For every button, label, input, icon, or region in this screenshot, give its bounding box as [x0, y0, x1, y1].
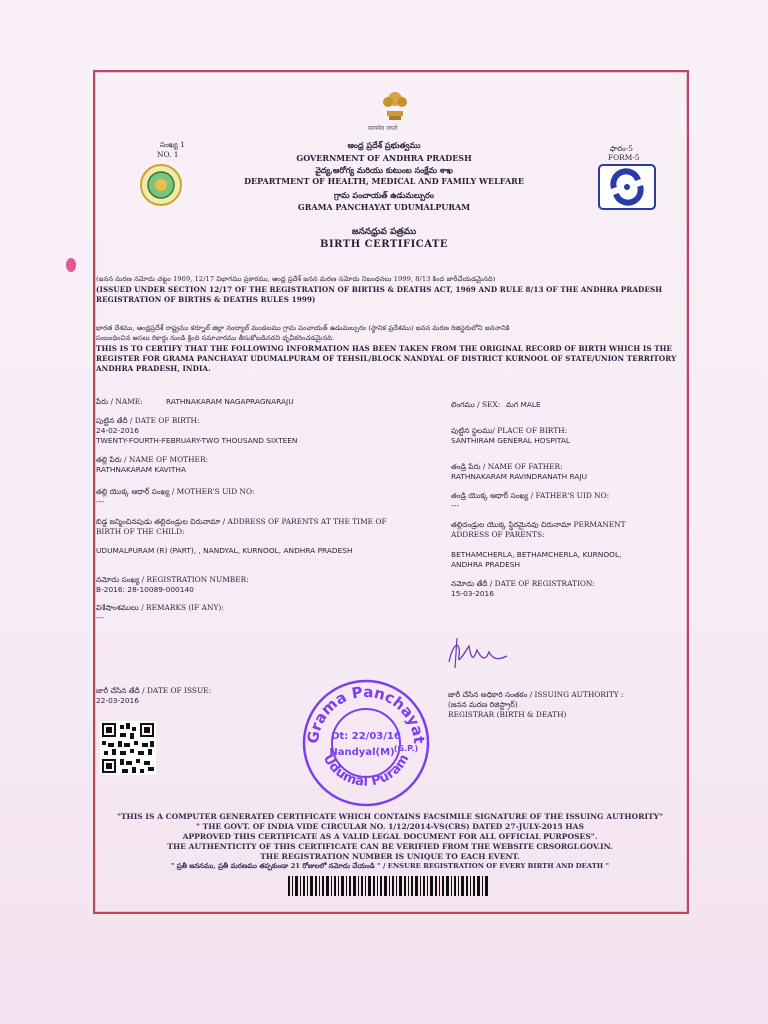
- certify-en-1: THIS IS TO CERTIFY THAT THE FOLLOWING INFORMATION HAS BEEN TAKEN FROM THE ORIGINAL RECORD OF BIRTH WHICH IS THE: [96, 344, 673, 353]
- remarks-value: ---: [96, 613, 105, 622]
- issued-under-te: (జనన మరణ నమోదు చట్టం 1969, 12/17 విభాగము ప్రకారము, ఆంధ్ర ప్రదేశ్ జనన మరణ నమోదు నిబంధనలు 1999, 8/13 కింద జారీచేయడమైనది): [96, 275, 496, 283]
- barcode: [288, 876, 488, 896]
- name-value: RATHNAKARAM NAGAPRAGNARAJU: [166, 397, 294, 406]
- pob-label: పుట్టిన స్థలము/ PLACE OF BIRTH:: [451, 426, 568, 435]
- certify-te-2: సంబంధించిన అసలు రికార్డు నుండి క్రింది సమాచారము తీసుకోబడినదని ధృవీకరించడమైనది.: [96, 334, 335, 342]
- certify-en-2: REGISTER FOR GRAMA PANCHAYAT UDUMALPURAM OF TEHSIL/BLOCK NANDYAL OF DISTRICT KURNOOL OF STATE/UNION TERRITORY: [96, 354, 677, 363]
- dob-label: పుట్టిన తేదీ / DATE OF BIRTH:: [96, 416, 200, 425]
- sex-label: లింగము / SEX:: [451, 400, 501, 409]
- issue-date-label: జారీ చేసిన తేదీ / DATE OF ISSUE:: [96, 686, 212, 695]
- form-number-te: ఫారం-5: [610, 144, 633, 153]
- serial-number-te: సంఖ్య 1: [160, 140, 185, 149]
- mother-uid-value: ---: [96, 497, 105, 506]
- state-te: ఆంధ్ర ప్రదేశ్ ప్రభుత్వము: [347, 140, 421, 150]
- registration-date-label: నమోదు తేదీ / DATE OF REGISTRATION:: [451, 579, 595, 588]
- sex-value: మగ MALE: [506, 400, 541, 409]
- certify-te-1: భారత దేశము, ఆంధ్రప్రదేశ్ రాష్ట్రము కర్నూల్ జిల్లా నంద్యాల్ మండలము గ్రామ పంచాయత్ ఉడుమల్పురం (స్థానిక ప్రదేశము) జనన మరణ రిజిస్టరులోని జననానికి: [96, 324, 510, 332]
- department-en: DEPARTMENT OF HEALTH, MEDICAL AND FAMILY WELFARE: [244, 176, 524, 186]
- crs-logo-icon: [598, 164, 656, 210]
- registration-number-label: నమోదు సంఖ్య / REGISTRATION NUMBER:: [96, 575, 249, 584]
- address-permanent-label-1: తల్లిదండ్రుల యొక్క స్థిరమైనవు చిరునామా PERMANENT: [451, 520, 626, 529]
- address-birth-label-2: BIRTH OF THE CHILD:: [96, 527, 185, 536]
- mother-label: తల్లి పేరు / NAME OF MOTHER:: [96, 455, 209, 464]
- department-te: వైద్య,ఆరోగ్య మరియు కుటుంబ సంక్షేమ శాఖ: [315, 165, 453, 175]
- father-label: తండ్రి పేరు / NAME OF FATHER:: [451, 462, 563, 471]
- dob-words: TWENTY-FOURTH-FEBRUARY-TWO THOUSAND SIXTEEN: [96, 436, 298, 445]
- stamp-date: Dt: 22/03/16: [331, 731, 401, 742]
- mother-uid-label: తల్లి యొక్క ఆధార్ సంఖ్య / MOTHER'S UID NO:: [96, 487, 255, 496]
- address-permanent-value-1: BETHAMCHERLA, BETHAMCHERLA, KURNOOL,: [451, 550, 622, 559]
- ink-smudge: [66, 258, 76, 272]
- state-en: GOVERNMENT OF ANDHRA PRADESH: [296, 153, 472, 163]
- pob-value: SANTHIRAM GENERAL HOSPITAL: [451, 436, 571, 445]
- dob-value: 24-02-2016: [96, 426, 139, 435]
- andhra-pradesh-seal-icon: [140, 164, 182, 206]
- issuing-authority-label: జారీ చేసిన అధికారి సంతకం / ISSUING AUTHORITY :: [448, 690, 624, 699]
- stamp-place: Nandyal(M): [329, 747, 395, 758]
- registrar-signature: [443, 632, 513, 676]
- footer-line-5: THE REGISTRATION NUMBER IS UNIQUE TO EACH EVENT.: [260, 852, 520, 861]
- footer-line-2: " THE GOVT. OF INDIA VIDE CIRCULAR NO. 1/12/2014-VS(CRS) DATED 27-JULY-2015 HAS: [196, 822, 584, 831]
- issued-under-en-2: REGISTRATION OF BIRTHS & DEATHS RULES 1999): [96, 295, 316, 304]
- form-number-en: FORM-5: [608, 153, 640, 162]
- document-title: BIRTH CERTIFICATE: [320, 239, 448, 250]
- registration-date-value: 15-03-2016: [451, 589, 494, 598]
- mother-value: RATHNAKARAM KAVITHA: [96, 465, 187, 474]
- certify-en-3: ANDHRA PRADESH, INDIA.: [96, 364, 211, 373]
- issuing-authority-en: REGISTRAR (BIRTH & DEATH): [448, 710, 567, 719]
- father-uid-value: ---: [451, 501, 460, 510]
- title-te: జననధ్రువ పత్రము: [351, 227, 417, 237]
- stamp-gp: (G.P.): [393, 744, 419, 753]
- issue-date-value: 22-03-2016: [96, 696, 139, 705]
- issued-under-en-1: (ISSUED UNDER SECTION 12/17 OF THE REGISTRATION OF BIRTHS & DEATHS ACT, 1969 AND RULE 8/13 OF THE ANDHRA PRADESH: [96, 285, 663, 294]
- footer-line-6: " ప్రతీ జననము, ప్రతీ మరణము తప్పకుండా 21 రోజులలో నమోదు చేయండి " / ENSURE REGISTRATION OF EVERY BIRTH AND DEATH ": [170, 862, 610, 870]
- father-uid-label: తండ్రి యొక్క ఆధార్ సంఖ్య / FATHER'S UID NO:: [451, 491, 610, 500]
- address-birth-value: UDUMALPURAM (R) (PART), , NANDYAL, KURNOOL, ANDHRA PRADESH: [96, 546, 353, 555]
- footer-line-3: APPROVED THIS CERTIFICATE AS A VALID LEGAL DOCUMENT FOR ALL OFFICIAL PURPOSES".: [182, 832, 598, 841]
- panchayat-stamp: [298, 673, 434, 809]
- address-birth-label-1: బిడ్డ జన్మించినపుడు తల్లిదండ్రుల చిరునామా / ADDRESS OF PARENTS AT THE TIME OF: [96, 517, 387, 526]
- name-label: పేరు / NAME:: [96, 397, 143, 406]
- emblem-motto: सत्यमेव जयते: [368, 125, 398, 132]
- footer-line-1: "THIS IS A COMPUTER GENERATED CERTIFICATE WHICH CONTAINS FACSIMILE SIGNATURE OF THE ISSUING AUTHORITY": [116, 812, 664, 821]
- address-permanent-value-2: ANDHRA PRADESH: [451, 560, 521, 569]
- stamp-bottom-text: Udumal Puram: [319, 751, 413, 790]
- panchayat-te: గ్రామ పంచాయత్ ఉడుమల్పురం: [334, 190, 434, 200]
- issuing-authority-te: (జనన మరణ రిజిస్ట్రార్): [448, 700, 518, 709]
- footer-line-4: THE AUTHENTICITY OF THIS CERTIFICATE CAN BE VERIFIED FROM THE WEBSITE CRSORGI.GOV.IN.: [167, 842, 613, 851]
- remarks-label: విశేషాంశములు / REMARKS (IF ANY):: [96, 603, 224, 612]
- father-value: RATHNAKARAM RAVINDRANATH RAJU: [451, 472, 588, 481]
- serial-number-en: NO. 1: [157, 150, 179, 159]
- stamp-top-text: Grama Panchayat: [303, 682, 429, 745]
- address-permanent-label-2: ADDRESS OF PARENTS:: [451, 530, 545, 539]
- qr-code: [100, 721, 156, 775]
- panchayat-en: GRAMA PANCHAYAT UDUMALPURAM: [297, 202, 471, 212]
- registration-number-value: B-2016: 28-10089-000140: [96, 585, 194, 594]
